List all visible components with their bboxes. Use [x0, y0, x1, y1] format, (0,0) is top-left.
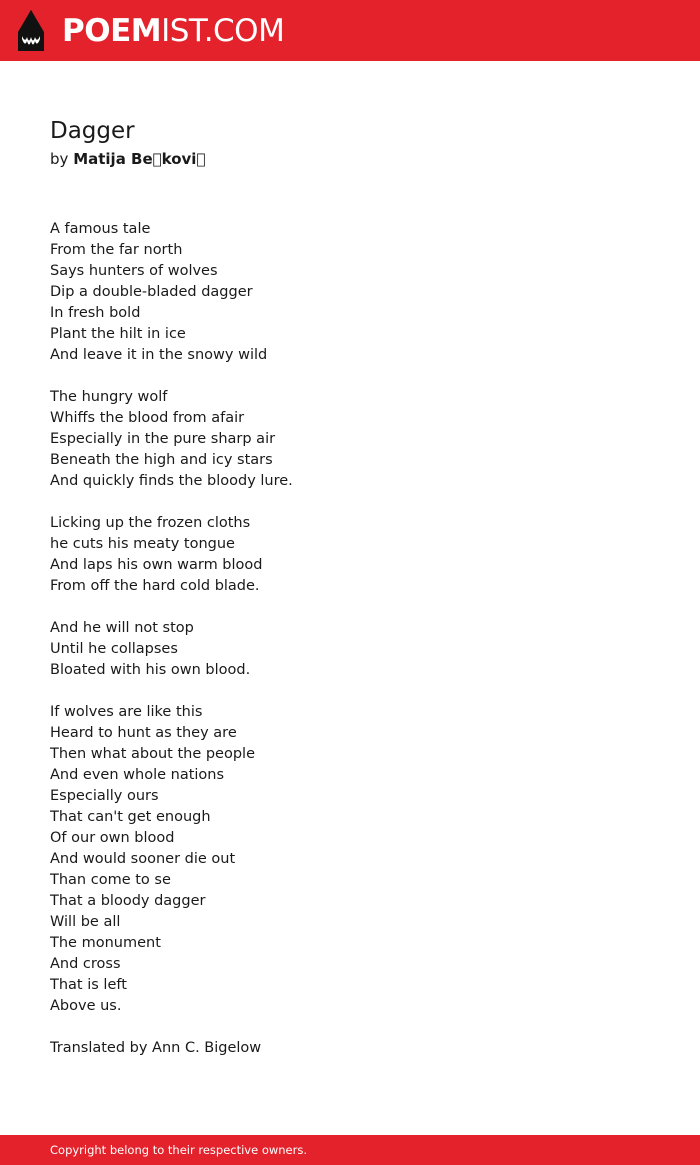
poem-line: A famous tale [50, 221, 151, 237]
poem-line: Until he collapses [50, 641, 178, 657]
poem-line: Than come to se [50, 872, 171, 888]
logo-bold-text: POEM [62, 13, 162, 49]
poem-line: And he will not stop [50, 620, 194, 636]
poem-line: From the far north [50, 242, 183, 258]
poem-line: The monument [50, 935, 161, 951]
poem-line: In fresh bold [50, 305, 141, 321]
logo-light-text: IST.COM [161, 13, 285, 49]
site-logo[interactable] [62, 11, 284, 51]
poem-line: If wolves are like this [50, 704, 203, 720]
poem-stanza [50, 618, 650, 681]
poem-line: Says hunters of wolves [50, 263, 218, 279]
poem-line: That is left [50, 977, 127, 993]
poem-line: Dip a double-bladed dagger [50, 284, 253, 300]
poem-line: Especially ours [50, 788, 159, 804]
poem-line: Will be all [50, 914, 121, 930]
poem-line: Whiffs the blood from afair [50, 410, 245, 426]
poem-line: Heard to hunt as they are [50, 725, 237, 741]
poem-line: Of our own blood [50, 830, 175, 846]
poem-line: And leave it in the snowy wild [50, 347, 268, 363]
by-label: by [50, 150, 69, 168]
poem-line: Beneath the high and icy stars [50, 452, 273, 468]
poem-line: Then what about the people [50, 746, 255, 762]
translator-credit: Translated by Ann C. Bigelow [50, 1040, 262, 1056]
poem-line: And quickly finds the bloody lure. [50, 473, 293, 489]
poem-line: Licking up the frozen cloths [50, 515, 251, 531]
poem-stanza [50, 219, 650, 366]
poem-line: And even whole nations [50, 767, 225, 783]
poem-line: From off the hard cold blade. [50, 578, 260, 594]
poem-line: And cross [50, 956, 121, 972]
pencil-tip-icon[interactable] [18, 10, 44, 51]
poem-author: Matija Be kovi  [73, 150, 206, 168]
poem-stanza [50, 513, 650, 597]
poem-stanza [50, 387, 650, 492]
poem-line: And laps his own warm blood [50, 557, 263, 573]
poem-line: Above us. [50, 998, 122, 1014]
poem-line: he cuts his meaty tongue [50, 536, 235, 552]
poem-stanza [50, 702, 650, 1017]
poem-line: The hungry wolf [50, 389, 168, 405]
poem-line: Bloated with his own blood. [50, 662, 251, 678]
poem-line: Especially in the pure sharp air [50, 431, 276, 447]
copyright-text: Copyright belong to their respective owners. [50, 1143, 308, 1157]
poem-body [50, 219, 650, 1059]
site-footer [0, 1135, 700, 1165]
poem-line: Plant the hilt in ice [50, 326, 186, 342]
poem-byline [50, 148, 205, 170]
poem-line: That can't get enough [50, 809, 211, 825]
poem-line: And would sooner die out [50, 851, 236, 867]
poem-title: Dagger [50, 118, 135, 144]
site-header [0, 0, 700, 61]
poem-line: That a bloody dagger [50, 893, 206, 909]
